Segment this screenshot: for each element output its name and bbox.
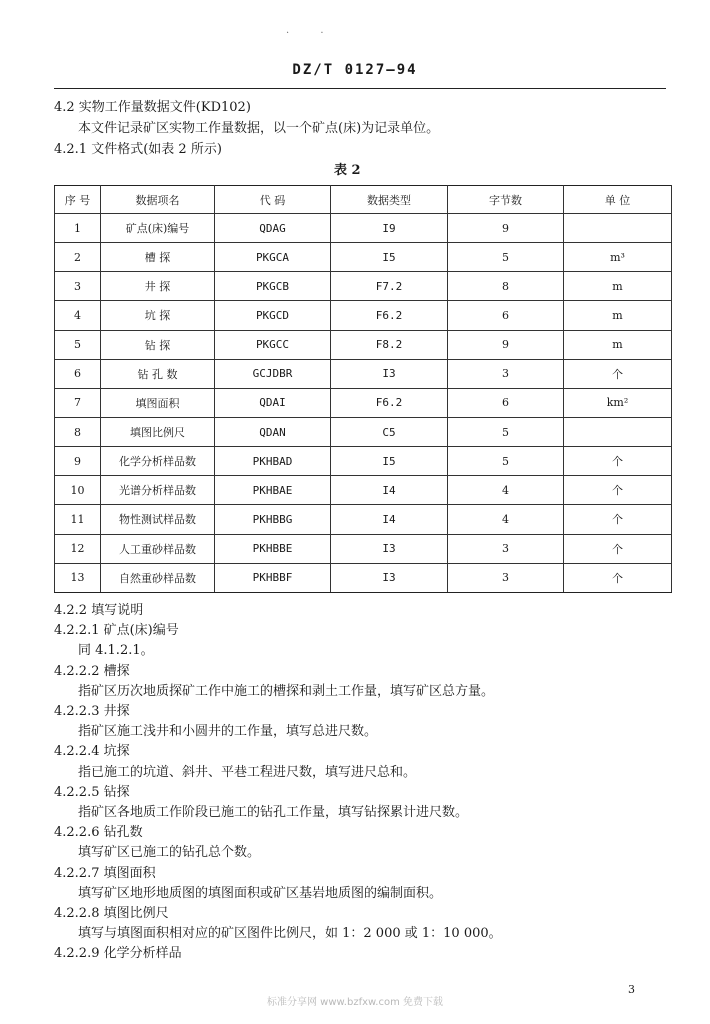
cell-unit: 个	[564, 359, 672, 388]
cell-seq: 11	[55, 505, 101, 534]
cell-name: 填图面积	[101, 388, 215, 417]
section-intro: 本文件记录矿区实物工作量数据，以一个矿点(床)为记录单位。	[78, 121, 440, 136]
format-heading: 4.2.1 文件格式(如表 2 所示)	[54, 142, 222, 157]
note-text: 填写矿区已施工的钻孔总个数。	[78, 845, 261, 860]
header-name: 数据项名	[101, 186, 215, 214]
cell-bytes: 9	[448, 214, 564, 243]
cell-unit: 个	[564, 563, 672, 592]
cell-name: 井 探	[101, 272, 215, 301]
table-row	[55, 330, 672, 359]
header-type: 数据类型	[331, 186, 448, 214]
cell-type: F6.2	[331, 301, 448, 330]
cell-name: 坑 探	[101, 301, 215, 330]
cell-code: PKGCD	[215, 301, 331, 330]
note-heading: 4.2.2.4 坑探	[54, 744, 130, 759]
cell-name: 化学分析样品数	[101, 447, 215, 476]
note-text: 填写与填图面积相对应的矿区图件比例尺，如 1：2 000 或 1：10 000。	[78, 926, 502, 941]
table-row	[55, 476, 672, 505]
cell-unit	[564, 417, 672, 446]
cell-seq: 4	[55, 301, 101, 330]
table-caption: 表 2	[334, 163, 361, 178]
cell-bytes: 4	[448, 476, 564, 505]
cell-code: PKHBAD	[215, 447, 331, 476]
table-row	[55, 243, 672, 272]
note-text: 同 4.1.2.1。	[78, 643, 154, 658]
cell-seq: 8	[55, 417, 101, 446]
cell-unit: 个	[564, 447, 672, 476]
cell-name: 矿点(床)编号	[101, 214, 215, 243]
cell-code: PKHBBE	[215, 534, 331, 563]
cell-name: 钻 孔 数	[101, 359, 215, 388]
table-header-row	[55, 186, 672, 214]
cell-bytes: 5	[448, 243, 564, 272]
note-text: 指矿区历次地质探矿工作中施工的槽探和剥土工作量，填写矿区总方量。	[78, 684, 495, 699]
table-row	[55, 272, 672, 301]
table-row	[55, 301, 672, 330]
cell-bytes: 3	[448, 534, 564, 563]
cell-bytes: 3	[448, 359, 564, 388]
cell-seq: 7	[55, 388, 101, 417]
cell-code: PKHBBG	[215, 505, 331, 534]
cell-name: 物性测试样品数	[101, 505, 215, 534]
cell-seq: 12	[55, 534, 101, 563]
table-row	[55, 563, 672, 592]
cell-type: I9	[331, 214, 448, 243]
work-volume-table	[54, 185, 672, 593]
cell-unit: m	[564, 301, 672, 330]
header-code: 代 码	[215, 186, 331, 214]
cell-seq: 3	[55, 272, 101, 301]
cell-unit: 个	[564, 534, 672, 563]
note-heading: 4.2.2.3 井探	[54, 704, 130, 719]
cell-type: I3	[331, 534, 448, 563]
table-row	[55, 388, 672, 417]
cell-code: PKGCB	[215, 272, 331, 301]
cell-code: QDAN	[215, 417, 331, 446]
cell-bytes: 4	[448, 505, 564, 534]
cell-unit: 个	[564, 476, 672, 505]
cell-type: F6.2	[331, 388, 448, 417]
standard-code-header: DZ/T 0127—94	[292, 62, 418, 78]
note-text: 指矿区各地质工作阶段已施工的钻孔工作量，填写钻探累计进尺数。	[78, 805, 469, 820]
cell-type: I3	[331, 359, 448, 388]
cell-bytes: 3	[448, 563, 564, 592]
cell-type: I5	[331, 243, 448, 272]
cell-name: 槽 探	[101, 243, 215, 272]
cell-name: 光谱分析样品数	[101, 476, 215, 505]
note-heading: 4.2.2.5 钻探	[54, 785, 130, 800]
cell-code: PKHBAE	[215, 476, 331, 505]
header-bytes: 字节数	[448, 186, 564, 214]
cell-name: 人工重砂样品数	[101, 534, 215, 563]
cell-unit: m	[564, 272, 672, 301]
cell-bytes: 5	[448, 447, 564, 476]
cell-seq: 10	[55, 476, 101, 505]
cell-bytes: 8	[448, 272, 564, 301]
cell-type: F8.2	[331, 330, 448, 359]
cell-code: GCJDBR	[215, 359, 331, 388]
cell-seq: 13	[55, 563, 101, 592]
scan-specks: · ·	[286, 28, 338, 39]
cell-unit: m³	[564, 243, 672, 272]
cell-seq: 1	[55, 214, 101, 243]
note-text: 填写矿区地形地质图的填图面积或矿区基岩地质图的编制面积。	[78, 886, 443, 901]
table-row	[55, 534, 672, 563]
cell-bytes: 6	[448, 301, 564, 330]
cell-type: I4	[331, 476, 448, 505]
cell-unit: m	[564, 330, 672, 359]
cell-code: PKHBBF	[215, 563, 331, 592]
header-seq: 序 号	[55, 186, 101, 214]
note-heading: 4.2.2.6 钻孔数	[54, 825, 143, 840]
note-heading: 4.2.2.7 填图面积	[54, 866, 156, 881]
section-heading: 4.2 实物工作量数据文件(KD102)	[54, 100, 251, 115]
page-number: 3	[628, 983, 635, 996]
note-heading: 4.2.2.9 化学分析样品	[54, 946, 182, 961]
cell-code: QDAI	[215, 388, 331, 417]
header-unit: 单 位	[564, 186, 672, 214]
cell-name: 钻 探	[101, 330, 215, 359]
cell-seq: 9	[55, 447, 101, 476]
cell-code: QDAG	[215, 214, 331, 243]
table-row	[55, 359, 672, 388]
cell-type: I3	[331, 563, 448, 592]
cell-type: I4	[331, 505, 448, 534]
note-heading: 4.2.2.8 填图比例尺	[54, 906, 169, 921]
cell-seq: 5	[55, 330, 101, 359]
table-row	[55, 417, 672, 446]
cell-unit: 个	[564, 505, 672, 534]
cell-code: PKGCA	[215, 243, 331, 272]
cell-bytes: 9	[448, 330, 564, 359]
cell-bytes: 6	[448, 388, 564, 417]
cell-name: 自然重砂样品数	[101, 563, 215, 592]
cell-bytes: 5	[448, 417, 564, 446]
watermark: 标准分享网 www.bzfxw.com 免费下载	[267, 997, 443, 1008]
cell-unit: km²	[564, 388, 672, 417]
cell-name: 填图比例尺	[101, 417, 215, 446]
cell-unit	[564, 214, 672, 243]
table-row	[55, 505, 672, 534]
cell-code: PKGCC	[215, 330, 331, 359]
note-heading: 4.2.2.1 矿点(床)编号	[54, 623, 179, 638]
header-rule	[54, 88, 666, 89]
cell-type: I5	[331, 447, 448, 476]
note-text: 指矿区施工浅井和小圆井的工作量，填写总进尺数。	[78, 724, 378, 739]
cell-seq: 6	[55, 359, 101, 388]
table-row	[55, 447, 672, 476]
table-row	[55, 214, 672, 243]
note-heading: 4.2.2.2 槽探	[54, 664, 130, 679]
note-text: 指已施工的坑道、斜井、平巷工程进尺数，填写进尺总和。	[78, 765, 417, 780]
cell-type: F7.2	[331, 272, 448, 301]
note-heading: 4.2.2 填写说明	[54, 603, 144, 618]
cell-seq: 2	[55, 243, 101, 272]
cell-type: C5	[331, 417, 448, 446]
